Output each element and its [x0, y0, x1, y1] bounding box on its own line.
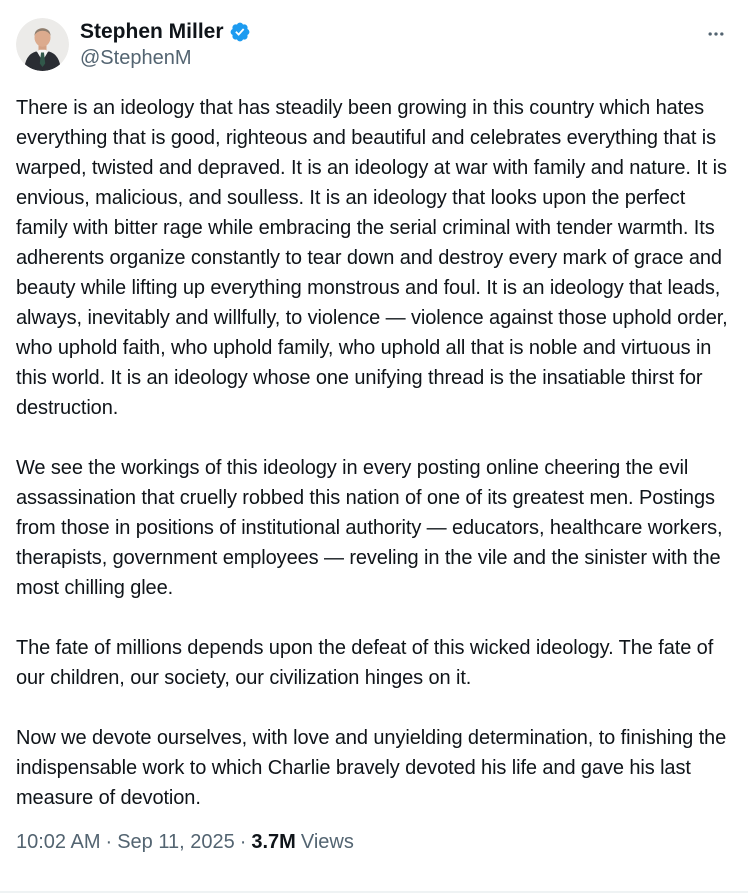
author-block	[80, 18, 704, 71]
avatar[interactable]	[16, 18, 69, 71]
tweet-meta	[16, 830, 732, 855]
views-count: 3.7M	[251, 831, 296, 853]
meta-separator: ·	[239, 831, 247, 853]
ellipsis-icon	[706, 24, 726, 47]
timestamp[interactable]: 10:02 AM	[16, 831, 101, 853]
more-options-button[interactable]	[704, 22, 728, 49]
tweet-paragraph-3: The fate of millions depends upon the defeat of this wicked ideology. The fate of our children, our society, our civilization hinges on it.	[16, 637, 714, 689]
author-name[interactable]: Stephen Miller	[80, 20, 224, 43]
tweet-text	[16, 93, 732, 813]
views-label: Views	[300, 831, 354, 853]
verified-badge-icon	[229, 21, 251, 43]
tweet-paragraph-2: We see the workings of this ideology in every posting online cheering the evil assassination that cruelly robbed this nation of one of its greatest men. Postings from those in positions of institutional authority — educators, healthcare workers, therapists, government employees — reveling in the vile and the sinister with the most chilling glee.	[16, 457, 723, 599]
meta-separator: ·	[105, 831, 113, 853]
date[interactable]: Sep 11, 2025	[117, 831, 235, 853]
tweet-header	[16, 18, 732, 71]
tweet-paragraph-1: There is an ideology that has steadily been growing in this country which hates everything that is good, righteous and beautiful and celebrates everything that is warped, twisted and depraved. It is an ideology at war with family and nature. It is envious, malicious, and soulless. It is an ideology that looks upon the perfect family with bitter rage while embracing the serial criminal with tender warmth. Its adherents organize constantly to tear down and destroy every mark of grace and beauty while lifting up everything monstrous and foul. It is an ideology that leads, always, inevitably and willfully, to violence — violence against those uphold order, who uphold faith, who uphold family, who uphold all that is noble and virtuous in this world. It is an ideology whose one unifying thread is the insatiable thirst for destruction.	[16, 97, 728, 419]
author-handle[interactable]: @StephenM	[80, 47, 192, 69]
tweet-paragraph-4: Now we devote ourselves, with love and unyielding determination, to finishing the indispensable work to which Charlie bravely devoted his life and gave his last measure of devotion.	[16, 727, 727, 809]
